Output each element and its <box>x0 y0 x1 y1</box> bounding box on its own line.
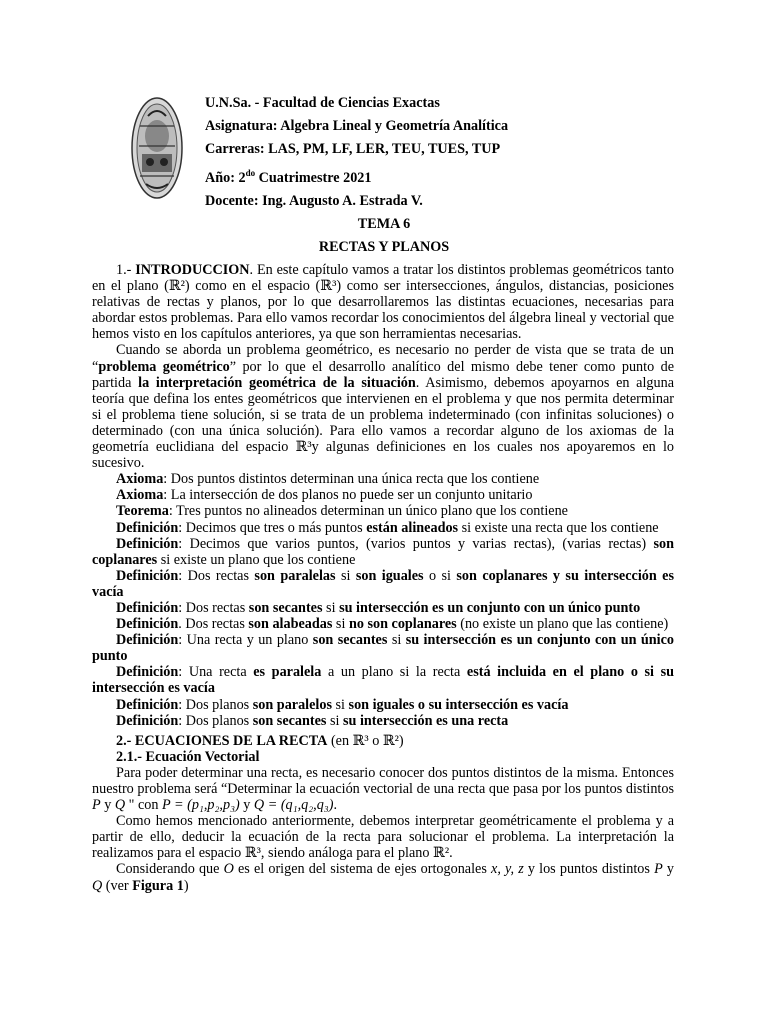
header-subject: Asignatura: Algebra Lineal y Geometría Analítica <box>205 118 509 135</box>
section-2-paragraph-2: Como hemos mencionado anteriormente, debemos interpretar geométricamente el problema y a partir de ello, deducir la ecuación de la recta para solucionar el problema. La interpretación la realizamos para el espacio ℝ³, siendo análoga para el plano ℝ². <box>92 813 674 862</box>
document-header <box>205 92 508 213</box>
section-2-heading: 2.- ECUACIONES DE LA RECTA (en ℝ³ o ℝ²) <box>116 732 404 749</box>
definition-item: Axioma: La intersección de dos planos no puede ser un conjunto unitario <box>116 487 533 504</box>
section-2-paragraph-3: Considerando que O es el origen del sistema de ejes ortogonales x, y, z y los puntos distintos P y Q (ver Figura 1) <box>92 861 674 894</box>
definition-label: Definición <box>116 696 179 713</box>
definition-item: Definición: Dos planos son secantes si su intersección es una recta <box>116 712 509 729</box>
definition-label: Definición <box>116 599 179 616</box>
definition-item: Definición: Una recta y un plano son secantes si su intersección es un conjunto con un único punto <box>92 632 675 665</box>
definition-item: Definición. Dos rectas son alabeadas si no son coplanares (no existe un plano que las contiene) <box>116 616 669 633</box>
definition-label: Axioma <box>116 487 164 504</box>
document-title: TEMA 6 <box>357 216 411 232</box>
document-body <box>92 262 674 894</box>
definition-label: Definición <box>116 535 179 552</box>
definition-item: Definición: Dos planos son paralelos si son iguales o su intersección es vacía <box>116 696 569 713</box>
definition-item: Definición: Una recta es paralela a un plano si la recta está incluida en el plano o si su intersección es vacía <box>92 664 675 697</box>
definition-label: Definición <box>116 712 179 729</box>
intro-heading: INTRODUCCION <box>135 262 250 278</box>
definition-label: Definición <box>116 519 179 536</box>
definition-item: Definición: Dos rectas son secantes si su intersección es un conjunto con un único punto <box>116 599 641 616</box>
definition-label: Definición <box>116 567 179 584</box>
header-careers: Carreras: LAS, PM, LF, LER, TEU, TUES, TUP <box>205 141 501 158</box>
section-2-paragraph-1: Para poder determinar una recta, es necesario conocer dos puntos distintos de la misma. Entonces nuestro problema será “Determinar la ecuación vectorial de una recta que pasa por los puntos distintos P y Q " con P = (p₁,p₂,p₃) y Q = (q₁,q₂,q₃). <box>92 764 674 814</box>
document-subtitle: RECTAS Y PLANOS <box>318 239 450 255</box>
subsection-2-1-heading: 2.1.- Ecuación Vectorial <box>116 748 260 765</box>
header-teacher: Docente: Ing. Augusto A. Estrada V. <box>205 192 423 209</box>
intro-paragraph: 1.- INTRODUCCION. En este capítulo vamos a tratar los distintos problemas geométricos tanto en el plano (ℝ²) como en el espacio (ℝ³) como ser intersecciones, ángulos, distancias, posiciones relativas de rectas y planos, por lo que desarrollaremos las distintas ecuaciones, necesarias para abordar estos problemas. Para ello vamos recordar los conocimientos del álgebra lineal y vectorial que hemos visto en los capítulos anteriores, ya que son herramientas necesarias. <box>92 262 674 343</box>
definition-label: Definición <box>116 616 179 633</box>
definition-item: Definición: Dos rectas son paralelas si son iguales o si son coplanares y su intersección es vacía <box>92 567 674 600</box>
definition-label: Definición <box>116 632 179 649</box>
definition-item: Axioma: Dos puntos distintos determinan una única recta que los contiene <box>116 471 540 488</box>
header-year: Año: $2^{do}$ Cuatrimestre 2021 <box>205 167 372 186</box>
definitions-list <box>92 471 674 729</box>
definition-item: Definición: Decimos que varios puntos, (varios puntos y varias rectas), (varias rectas) son coplanares si existe un plano que los contiene <box>92 535 674 568</box>
university-seal-logo <box>130 96 184 200</box>
intro-paragraph-2: Cuando se aborda un problema geométrico, es necesario no perder de vista que se trata de un “problema geométrico” por lo que el desarrollo analítico del mismo debe tener como punto de partida la interpretación geométrica de la situación. Asimismo, debemos apoyarnos en alguna teoría que defina los entes geométricos que intervienen en el problema y que nos permita determinar si el problema tiene solución, si se trata de un problema indeterminado (con infinitas soluciones) o determinado (con una única solución). Para ello vamos a recordar alguno de los axiomas de la geometría euclidiana del espacio ℝ³y algunas definiciones en los cuales nos apoyaremos en lo sucesivo. <box>92 342 674 472</box>
definition-label: Definición <box>116 664 179 681</box>
header-institution: U.N.Sa. - Facultad de Ciencias Exactas <box>205 95 440 111</box>
definition-label: Teorema <box>116 503 169 520</box>
definition-item: Teorema: Tres puntos no alineados determinan un único plano que los contiene <box>116 503 568 520</box>
definition-item: Definición: Decimos que tres o más puntos están alineados si existe una recta que los contiene <box>116 519 659 536</box>
definition-label: Axioma <box>116 471 164 488</box>
